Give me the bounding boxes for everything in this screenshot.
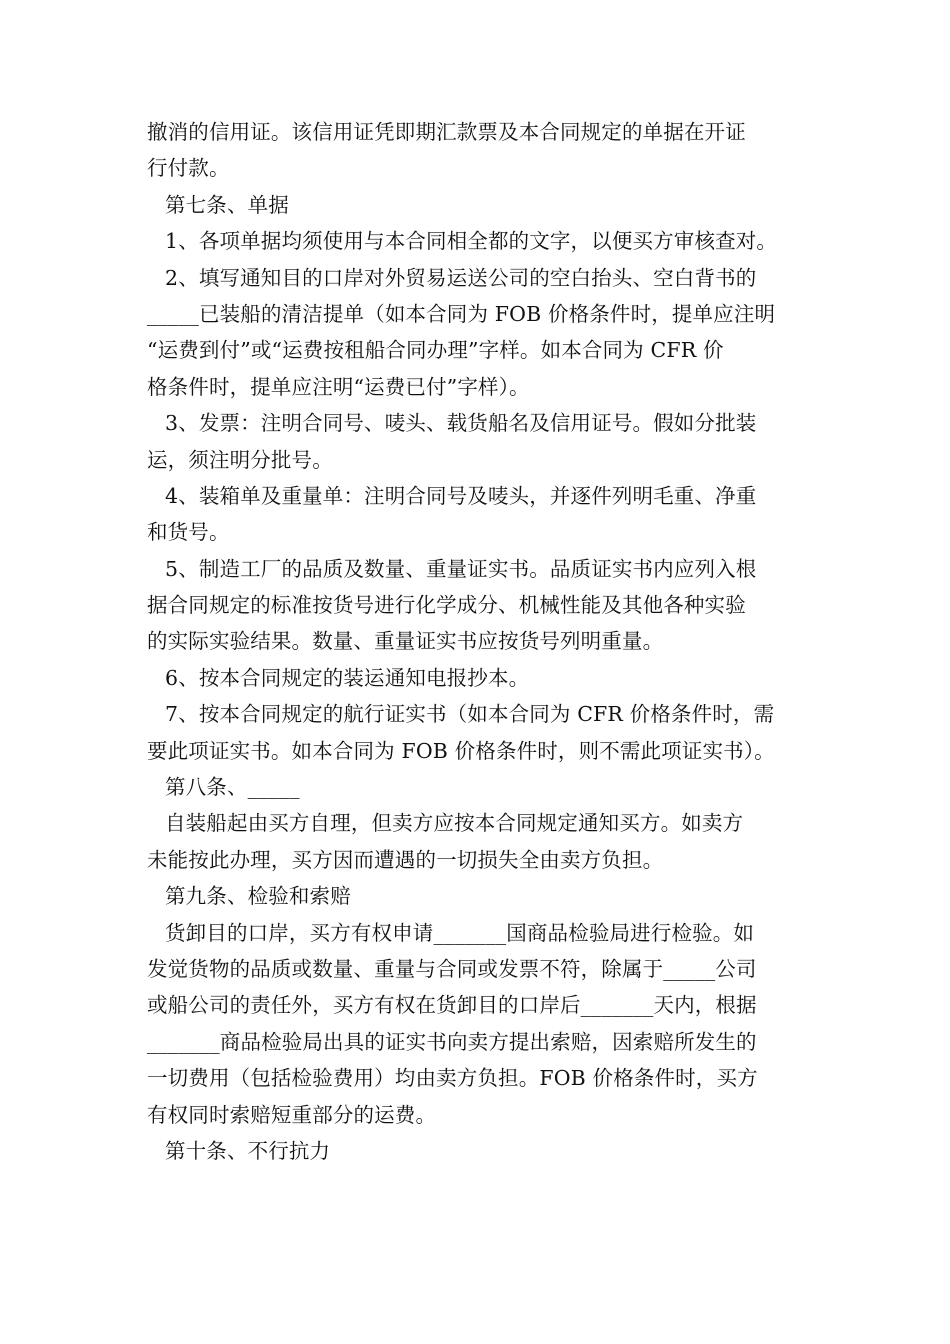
text-line: 4、装箱单及重量单：注明合同号及唛头，并逐件列明毛重、净重 — [165, 483, 757, 508]
contract-body-text — [147, 114, 813, 1169]
text-line: 和货号。 — [147, 520, 230, 545]
section-heading-article-10: 第十条、不行抗力 — [165, 1138, 331, 1163]
text-line: 运，须注明分批号。 — [147, 447, 333, 472]
text-line: 未能按此办理，买方因而遭遇的一切损失全由卖方负担。 — [147, 847, 664, 872]
text-line: 自装船起由买方自理，但卖方应按本合同规定通知买方。如卖方 — [165, 811, 744, 836]
section-heading-article-9: 第九条、检验和索赔 — [165, 884, 351, 909]
text-line: 3、发票：注明合同号、唛头、载货船名及信用证号。假如分批装 — [165, 411, 757, 436]
section-heading-article-8: 第八条、_____ — [165, 775, 300, 800]
text-line: 撤消的信用证。该信用证凭即期汇款票及本合同规定的单据在开证 — [147, 120, 746, 144]
text-line: 格条件时，提单应注明“运费已付”字样）。 — [147, 374, 530, 399]
text-line: 货卸目的口岸，买方有权申请_______国商品检验局进行检验。如 — [165, 920, 755, 945]
text-line: 或船公司的责任外，买方有权在货卸目的口岸后_______天内，根据 — [147, 993, 757, 1018]
text-line: 发觉货物的品质或数量、重量与合同或发票不符，除属于_____公司 — [147, 956, 757, 981]
text-line: 5、制造工厂的品质及数量、重量证实书。品质证实书内应列入根 — [165, 556, 757, 581]
text-line: 据合同规定的标准按货号进行化学成分、机械性能及其他各种实验 — [147, 593, 746, 618]
text-line: 1、各项单据均须使用与本合同相全都的文字，以便买方审核查对。 — [165, 229, 778, 254]
text-line: 行付款。 — [147, 156, 230, 181]
text-line: 2、填写通知目的口岸对外贸易运送公司的空白抬头、空白背书的 — [165, 265, 757, 290]
text-line: 6、按本合同规定的装运通知电报抄本。 — [165, 665, 530, 690]
text-line: “运费到付”或“运费按租船合同办理”字样。如本合同为 CFR 价 — [147, 338, 724, 363]
text-line: 有权同时索赔短重部分的运费。 — [147, 1102, 437, 1127]
text-line: 要此项证实书。如本合同为 FOB 价格条件时，则不需此项证实书）。 — [147, 738, 775, 763]
section-heading-article-7: 第七条、单据 — [165, 192, 289, 217]
text-line: _______商品检验局出具的证实书向卖方提出索赔，因索赔所发生的 — [147, 1029, 757, 1054]
text-line: 的实际实验结果。数量、重量证实书应按货号列明重量。 — [147, 629, 664, 654]
text-line: 一切费用（包括检验费用）均由卖方负担。FOB 价格条件时，买方 — [147, 1066, 758, 1091]
text-line: 7、按本合同规定的航行证实书（如本合同为 CFR 价格条件时，需 — [165, 702, 775, 727]
text-line: _____已装船的清洁提单（如本合同为 FOB 价格条件时，提单应注明 — [147, 301, 776, 326]
